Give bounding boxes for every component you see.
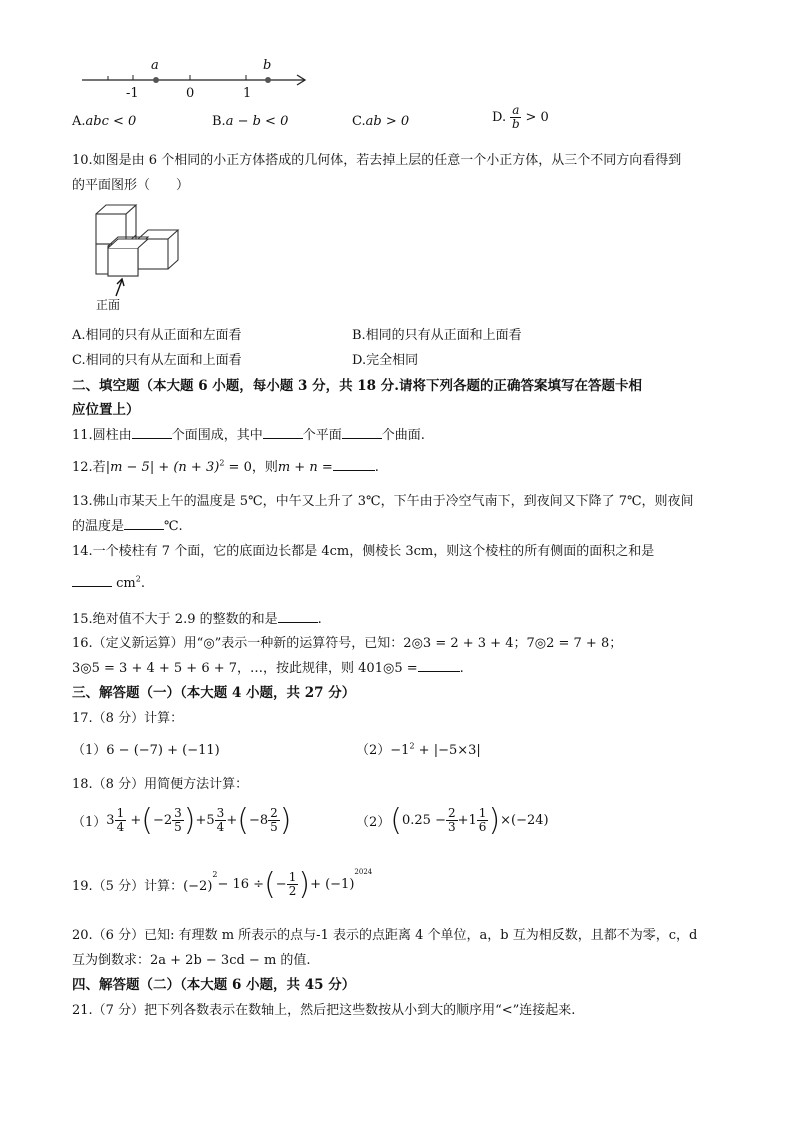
q10-option-a: A.相同的只有从正面和左面看 [72,328,242,343]
number-line-figure [72,56,317,108]
q18-part2: （2） ( 0.25 − $\frac{2}{3}$ +1 $\frac{1}{6}$ ) ×(−24) [356,802,549,838]
front-label: 正面 [96,298,121,312]
q11: 11.圆柱由 个面围成，其中 个平面 个曲面. [72,428,425,443]
q10-line2: 的平面图形（ ） [72,178,190,193]
q13-line1: 13.佛山市某天上午的温度是 5℃，中午又上升了 3℃，下午由于冷空气南下，到夜间又下降了 7℃，则夜间 [72,494,694,509]
q18-part1: （1） 3 $\frac{1}{4}$ + ( −2 $\frac{3}{5}$ ) + 5 $\frac{3}{4}$ + ( −8 $\frac{2}{5}$ ) [72,802,292,838]
q10-option-b: B.相同的只有从正面和上面看 [352,328,522,343]
q20-line2: 互为倒数求：2a + 2b − 3cd − m 的值. [72,953,311,968]
label-b: b [263,58,272,73]
section2-heading-line1: 二、填空题（本大题 6 小题，每小题 3 分，共 18 分.请将下列各题的正确答案填写在答题卡相 [72,378,642,394]
q14-line1: 14.一个棱柱有 7 个面，它的底面边长都是 4cm，侧棱长 3cm，则这个棱柱的所有侧面的面积之和是 [72,544,655,559]
q17-part1: （1）6 − (−7) + (−11) [72,743,220,758]
q9-option-d: D. $\frac{a}{b}$ > 0 [492,103,549,131]
q14-line2: $cm^2$. [72,574,145,591]
q19: 19.（5 分）计算：(−2) $^2$ − 16 ÷ ( − $\frac{1}{2}$ ) + (−1) 2024 [72,866,373,902]
q10-option-c: C.相同的只有从左面和上面看 [72,353,242,368]
section4-heading: 四、解答题（二）（本大题 6 小题，共 45 分） [72,977,356,993]
tick-label-0: 0 [186,86,195,101]
point-a [153,77,159,83]
point-b [265,77,271,83]
q10-line1: 10.如图是由 6 个相同的小正方体搭成的几何体，若去掉上层的任意一个小正方体，从三个不同方向看得到 [72,153,682,168]
cube-figure [86,198,196,316]
q21-line1: 21.（7 分）把下列各数表示在数轴上，然后把这些数按从小到大的顺序用“<”连接起来. [72,1003,576,1018]
label-a: a [151,58,159,73]
q9-option-c: C.ab > 0 [352,114,410,129]
section2-heading-line2: 应位置上） [72,402,140,418]
q16-line1: 16.（定义新运算）用“◎”表示一种新的运算符号，已知：2◎3 = 2 + 3 + 4；7◎2 = 7 + 8； [72,636,623,651]
q9-option-b: B.a − b < 0 [212,114,289,129]
q20-line1: 20.（6 分）已知: 有理数 m 所表示的点与-1 表示的点距离 4 个单位，a，b 互为相反数，且都不为零，c，d [72,928,698,943]
q10-option-d: D.完全相同 [352,353,419,368]
q17-part2: $(2)-1^2 + |-5\times 3|$ [356,741,481,758]
q15: 15.绝对值不大于 2.9 的整数的和是 . [72,612,322,627]
tick-label-1: 1 [243,86,252,101]
q16-line2: 3◎5 = 3 + 4 + 5 + 6 + 7，…，按此规律，则 401◎5 = . [72,661,464,676]
tick-label-neg1: -1 [126,86,139,101]
q12: 12.若$|m - 5| + (n + 3)^2 = 0$，则m + n = . [72,458,379,475]
q13-line2: 的温度是 ℃. [72,519,183,534]
q9-option-a: A.abc < 0 [72,114,137,129]
section3-heading: 三、解答题（一）（本大题 4 小题，共 27 分） [72,685,356,701]
q18-heading: 18.（8 分）用简便方法计算： [72,777,249,792]
q17-heading: 17.（8 分）计算： [72,711,184,726]
number-line-svg [72,56,317,108]
